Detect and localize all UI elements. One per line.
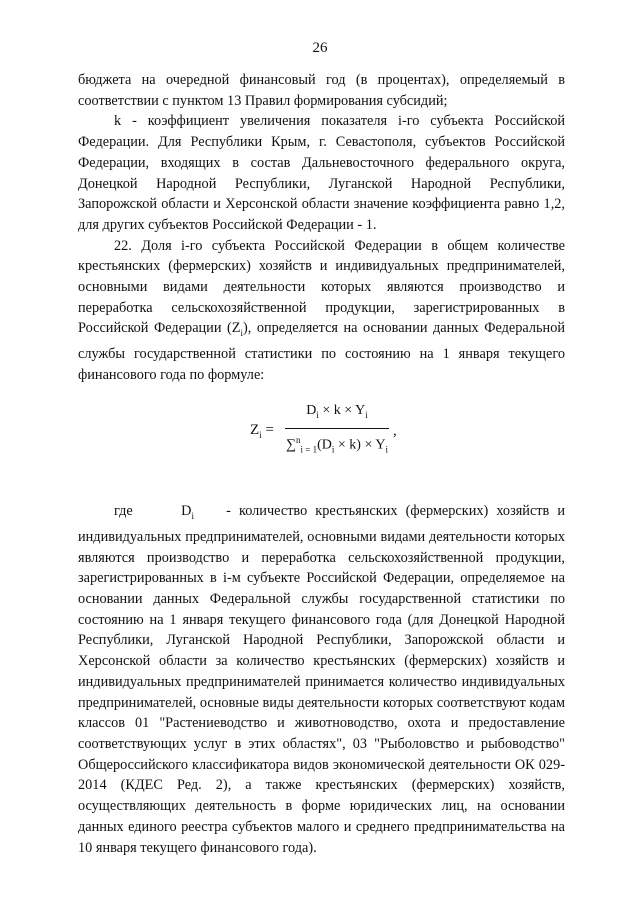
paragraph-budget: бюджета на очередной финансовый год (в процентах), определяемый в соответствии с пунктом 13 Правил формирования субсидий;	[78, 72, 565, 109]
num-mid: × k × Y	[318, 403, 366, 419]
paragraph-22-text-a: 22. Доля i-го субъекта Российской Федерации в общем количестве крестьянских (фермерских) хозяйств и индивидуальных предпринимателей, основными видами деятельности которых являются производство и переработка сельскохозяйственной продукции, зарегистрированных в Российской Федерации (	[78, 237, 565, 337]
word-gde: где	[114, 503, 133, 520]
var-z-subscript: i	[240, 328, 244, 339]
formula-lhs-sub: i	[259, 430, 262, 441]
paragraph-22-text-b: ), определяется на основании данных Федеральной службы государственной статистики по состоянию на 1 января текущего финансового года по формуле:	[78, 320, 566, 383]
den-y-sub: i	[385, 444, 388, 455]
paragraph-22	[78, 236, 565, 386]
num-y-sub: i	[365, 410, 368, 421]
formula-zi	[78, 391, 565, 475]
den-a: (D	[317, 437, 332, 453]
var-d: D	[181, 503, 192, 520]
formula-equals: =	[261, 422, 274, 439]
den-d-sub: i	[331, 444, 335, 455]
sum-sign	[286, 430, 317, 460]
var-z: Z	[231, 320, 241, 337]
den-b: × k) × Y	[334, 437, 386, 453]
formula-comma: ,	[393, 423, 397, 440]
sum-upper: n	[296, 434, 301, 445]
formula-fraction	[285, 401, 389, 460]
definition-text: - количество крестьянских (фермерских) хозяйств и индивидуальных предпринимателей, основными видами деятельности которых являются производство и переработка сельскохозяйственной продукции, зарегистрированных в i-м субъекте Российской Федерации, определяемое на основании данных Федеральной службы государственной статистики по состоянию на 1 января текущего финансового года (для Донецкой Народной Республики, Луганской Народной Республики, Запорожской области и Херсонской области за количество крестьянских (фермерских) хозяйств и индивидуальных предпринимателей принимается количество индивидуальных предпринимателей, основные виды деятельности которых соответствуют кодам классов 01 "Растениеводство и животноводство, охота и предоставление соответствующих услуг в этих областях", 03 "Рыболовство и рыбоводство" Общероссийского классификатора видов экономической деятельности ОК 029-2014 (КДЕС Ред. 2), а также крестьянских (фермерских) хозяйств, осуществляющих деятельность в форме юридических лиц, на основании данных единого реестра субъектов малого и среднего предпринимательства на 10 января текущего финансового года).	[78, 503, 565, 856]
var-d-subscript: i	[191, 511, 194, 522]
page-number: 26	[312, 40, 328, 56]
formula-numerator	[285, 401, 389, 429]
formula-lhs	[250, 420, 274, 446]
num-d-sub: i	[316, 410, 319, 421]
formula-denominator	[285, 429, 389, 460]
formula-lhs-var: Z	[250, 422, 260, 439]
sum-lower: i = 1	[300, 444, 318, 455]
paragraph-coefficient-k: k - коэффициент увеличения показателя i-го субъекта Российской Федерации. Для Республики Крым, г. Севастополя, субъектов Российской Федерации, входящих в состав Дальневосточного федерального округа, Донецкой Народной Республики, Луганской Народной Республики, Запорожской области и Херсонской области значение коэффициента равно 1,2, для других субъектов Российской Федерации - 1.	[78, 113, 565, 233]
num-d: D	[306, 403, 317, 419]
paragraph-definition-di	[78, 501, 565, 858]
document-body	[78, 70, 565, 858]
sum-symbol: ∑	[286, 437, 297, 453]
